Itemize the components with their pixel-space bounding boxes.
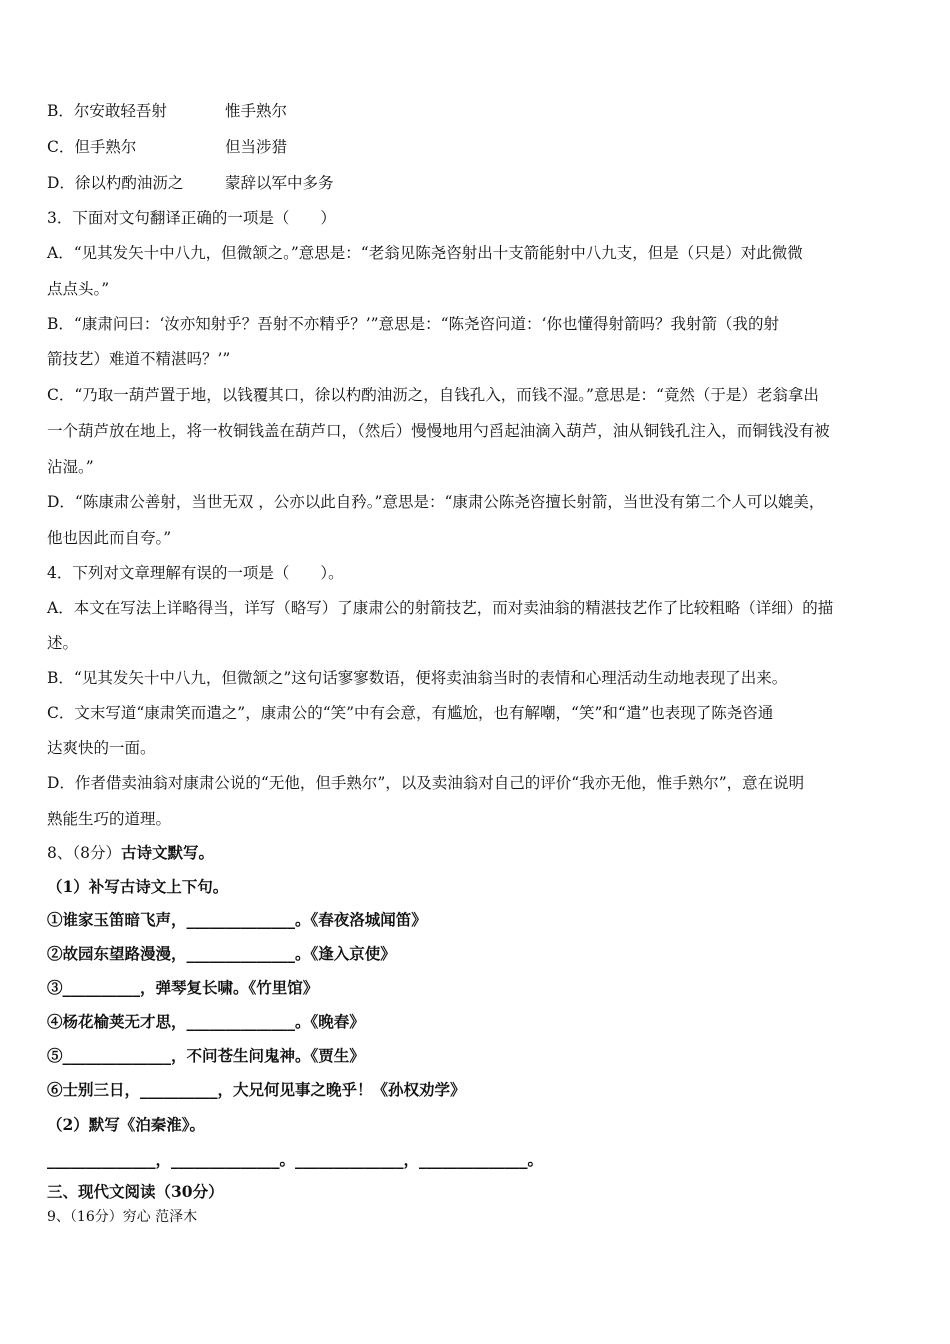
q8-heading [47, 843, 214, 863]
q8-sub1: （1）补写古诗文上下句。 [47, 877, 229, 896]
q3-stem: 3．下面对文句翻译正确的一项是（ ） [47, 209, 336, 227]
q2-option-c-right: 但当涉猎 [225, 138, 288, 156]
q8-item-5: ⑤______________，不问苍生问鬼神。《贾生》 [47, 1046, 365, 1065]
q8-item-6: ⑥士别三日，__________，大兄何见事之晚乎！《孙权劝学》 [47, 1080, 466, 1099]
q3-option-d-line2: 他也因此而自夸。” [47, 529, 172, 547]
q3-option-b-line2: 箭技艺）难道不精湛吗？’” [47, 350, 231, 368]
q2-option-c: C．但手熟尔 [47, 138, 137, 156]
q3-option-c-line1: C．“乃取一葫芦置于地，以钱覆其口，徐以杓酌油沥之，自钱孔入，而钱不湿。”意思是：“竟然（于是）老翁拿出 [47, 386, 819, 404]
q2-option-b-right: 惟手熟尔 [225, 102, 288, 120]
q9-heading: 9、（16分）穷心 范泽木 [47, 1209, 198, 1225]
q8-title: 古诗文默写。 [120, 843, 214, 862]
q2-option-d: D．徐以杓酌油沥之 [47, 174, 184, 192]
q3-option-a-line2: 点点头。” [47, 280, 110, 298]
q2-option-b: B．尔安敢轻吾射 [47, 102, 167, 120]
q3-option-c-line3: 沾湿。” [47, 458, 94, 476]
q8-number: 8、（8分） [47, 844, 121, 862]
q4-option-c-line2: 达爽快的一面。 [47, 739, 156, 757]
q4-option-a-line1: A．本文在写法上详略得当，详写（略写）了康肃公的射箭技艺，而对卖油翁的精湛技艺作了比较粗略（详细）的描 [47, 599, 834, 617]
q8-item-2: ②故园东望路漫漫，______________。《逢入京使》 [47, 944, 396, 963]
q3-option-a-line1: A．“见其发矢十中八九，但微颔之。”意思是：“老翁见陈尧咨射出十支箭能射中八九支，但是（只是）对此微微 [47, 244, 803, 262]
q8-item-3: ③__________，弹琴复长啸。《竹里馆》 [47, 978, 319, 997]
q3-option-b-line1: B．“康肃问曰：‘汝亦知射乎？吾射不亦精乎？’”意思是：“陈尧咨问道：‘你也懂得射箭吗？我射箭（我的射 [47, 315, 779, 333]
q8-item-1: ①谁家玉笛暗飞声，______________。《春夜洛城闻笛》 [47, 910, 427, 929]
q8-item-4: ④杨花榆荚无才思，______________。《晚春》 [47, 1012, 365, 1031]
q4-option-b-line1: B．“见其发矢十中八九，但微颔之”这句话寥寥数语，便将卖油翁当时的表情和心理活动生动地表现了出来。 [47, 669, 788, 687]
q8-blanks: ______________，______________。______________，______________。 [47, 1150, 544, 1169]
section3-heading: 三、现代文阅读（30分） [47, 1182, 224, 1201]
q2-option-d-right: 蒙辞以军中多务 [225, 174, 334, 192]
q4-stem: 4．下列对文章理解有误的一项是（ ）。 [47, 564, 344, 582]
q3-option-c-line2: 一个葫芦放在地上，将一枚铜钱盖在葫芦口，（然后）慢慢地用勺舀起油滴入葫芦，油从铜钱孔注入，而铜钱没有被 [47, 422, 830, 440]
q8-sub2: （2）默写《泊秦淮》。 [47, 1115, 206, 1134]
q3-option-d-line1: D．“陈康肃公善射，当世无双 ，公亦以此自矜。”意思是：“康肃公陈尧咨擅长射箭，当世没有第二个人可以媲美， [47, 493, 825, 511]
q4-option-c-line1: C．文末写道“康肃笑而遣之”，康肃公的“笑”中有会意，有尴尬，也有解嘲，“笑”和“遣”也表现了陈尧咨通 [47, 704, 774, 722]
q4-option-d-line2: 熟能生巧的道理。 [47, 810, 172, 828]
q4-option-d-line1: D．作者借卖油翁对康肃公说的“无他，但手熟尔”，以及卖油翁对自己的评价“我亦无他，惟手熟尔”，意在说明 [47, 774, 805, 792]
q4-option-a-line2: 述。 [47, 634, 79, 652]
